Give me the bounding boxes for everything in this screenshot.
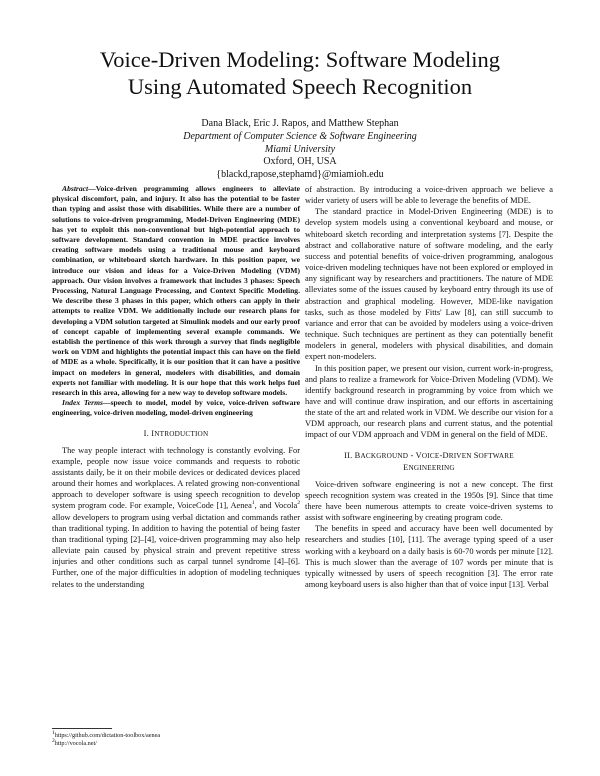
paper-title (40, 46, 560, 100)
section-rest: NTRODUCTION (154, 429, 209, 438)
abstract-lead: Abstract (62, 184, 89, 193)
sh-v: V (415, 450, 422, 460)
intro-text-c: allow developers to program using verbal dictation and commands rather than traditional typing. In addition to having the potential of being faster than traditional typing [2]–[4], voice-driven programming may also help alleviate pain caused by physical strain and prevent repetitive stress injuries and other conditions such as carpal tunnel syndrome [4]–[6]. Further, one of the major difficulties in adoption of modeling techniques relates to the understanding (52, 512, 300, 589)
footnote-ref-2[interactable]: 2 (297, 500, 300, 507)
sh-v-rest: OICE (421, 451, 440, 460)
footnote-mark-2: 2 (52, 737, 55, 744)
author-names: Dana Black, Eric J. Rapos, and Matthew Stephan (201, 118, 399, 129)
position-paragraph: In this position paper, we present our vision, current work-in-progress, and plans to realize a framework for Voice-Driven Modeling (VDM). We identify background research in programming by voice from which we have and will continue draw inspiration, and our efforts in ascertaining the state of the art and related work in VDM. We describe our vision for a VDM approach, our research plans and current status, and the potential impact of our VDM approach and VDM in general on the field of MDE. (305, 363, 553, 440)
footnote-1 (52, 729, 300, 740)
footnotes (52, 728, 300, 748)
intro-paragraph (52, 445, 300, 590)
intro-text-a: The way people interact with technology is constantly evolving. For example, people now issue voice commands and requests to robotic assistants daily, be it on their mobile devices or dedicated devices placed around their homes and workplaces. A related growing non-conventional approach to developer software is using speech recognition to develop system program code. For example, VoiceCode [1], Aenea (52, 445, 300, 511)
title-line-2: Using Automated Speech Recognition (127, 74, 473, 99)
abstract-text: Voice-driven programming allows engineers to alleviate physical discomfort, pain, and injury. It also has the potential to be faster than typing and assist those with disabilities. While there are a number of solutions to voice-driven programming, Model-Driven Engineering (MDE) has yet to exploit this non-conventional but high-potential approach to software development. Standard convention in MDE practice involves creating software models using a traditional mouse and keyboard combination, or whiteboard sketch hardware. In this position paper, we introduce our vision and ideas for a Voice-Driven Modeling (VDM) approach. Our vision involves a framework that includes 3 phases: Speech Processing, Natural Language Processing, and Context Specific Modeling. We describe these 3 phases in this paper, which others can apply in their attempts to realize VDM. We additionally include our research plans for developing a VDM solution targeted at Simulink models and our early proof of concept capable of implementing several example commands. We establish the pertinence of this work through a survey that finds negligible work on VDM and highlights the potential impact this can have on the field of MDE as a whole. Specifically, it is our position that it can have a positive impact on modelers in general, modelers with disabilities, and domain experts not familiar with modeling. It is our hope that this work helps fuel research in this area, allowing for a new way to develop software models. (52, 184, 300, 398)
left-column (52, 184, 300, 590)
footnote-rule (52, 728, 112, 729)
footnote-ref-1[interactable]: 1 (251, 500, 255, 507)
footnote-2 (52, 737, 300, 748)
footnote-1-link[interactable]: https://github.com/dictation-toolbox/aenea (54, 732, 161, 739)
index-terms-lead: Index Terms (62, 398, 103, 408)
right-column (305, 184, 553, 590)
sh-d-rest: RIVEN (448, 451, 474, 460)
section-heading-introduction (52, 428, 300, 440)
continued-paragraph: of abstraction. By introducing a voice-driven approach we believe a wider variety of users will be able to leverage the benefits of MDE. (305, 185, 553, 206)
footnote-2-link[interactable]: http://vocola.net/ (54, 740, 97, 747)
author-block (100, 118, 500, 182)
author-department: Department of Computer Science & Software Engineering (183, 130, 417, 142)
index-terms-dash: — (102, 398, 111, 408)
sh-e-rest: NGINEERING (408, 463, 455, 472)
index-terms-text: speech to model, model by voice, voice-driven software engineering, voice-driven modeling, model-driven engineering (52, 398, 301, 418)
section2-numeral: II. (344, 450, 355, 460)
section-initial: I (151, 428, 155, 438)
section-heading-background (305, 450, 553, 474)
author-email: {blackd,rapose,stephamd}@miamioh.edu (216, 169, 384, 181)
index-terms (52, 398, 300, 418)
sh-sep: - (408, 450, 416, 460)
sh-b-rest: ACKGROUND (360, 451, 409, 460)
sh-hyphen: - (439, 450, 443, 460)
footnote-mark-1: 1 (52, 729, 55, 736)
author-location: Oxford, OH, USA (263, 156, 337, 168)
title-line-1: Voice-Driven Modeling: Software Modeling (99, 47, 501, 72)
abstract (52, 184, 300, 398)
sh-d: D (442, 450, 449, 460)
sh-s-rest: OFTWARE (478, 451, 514, 460)
intro-text-b: , and Vocola (254, 501, 298, 511)
author-university: Miami University (264, 143, 336, 155)
abstract-dash: — (88, 184, 96, 193)
sh-b: B (354, 450, 361, 460)
section-numeral: I. (143, 428, 152, 438)
mde-practice-paragraph: The standard practice in Model-Driven Engineering (MDE) is to develop system models using a conventional keyboard and mouse, or whiteboard sketch recording and interpretation systems [7]. Despite the abstract and collaborative nature of software modeling, and the early success and potential benefits of voice-driven programming, analogous voice-driven modeling techniques have not been explored or employed in any significant way by researchers and practitioners. The nature of MDE alleviates some of the issues caused by keyboard entry through its use of abstraction and graphical modeling. However, MDE-like navigation tasks, such as those modeled by Fitts' Law [8], can still succumb to variance and error that can be avoided by modelers using a voice-driven technique. Such techniques are pertinent as they can potentially benefit modelers in general, modelers with physical disabilities, and domain expert non-modelers. (305, 207, 553, 362)
background-paragraph-1: Voice-driven software engineering is not a new concept. The first speech recognition system was created in the 1950s [9]. Since that time there have been numerous attempts to create voice-driven systems to assist with software engineering by creating program code. (305, 479, 553, 523)
background-paragraph-2: The benefits in speed and accuracy have been well documented by researchers and studies [10], [11]. The average typing speed of a user working with a keyboard on a daily basis is 60-70 words per minute [12]. This is much slower than the average of 107 words per minute that is typically witnessed by users of speech recognition [3]. The error rate among keyboard users is also higher than that of voice input [13]. Verbal (305, 524, 553, 589)
sh-e: E (403, 462, 409, 472)
sh-s: S (473, 450, 479, 460)
